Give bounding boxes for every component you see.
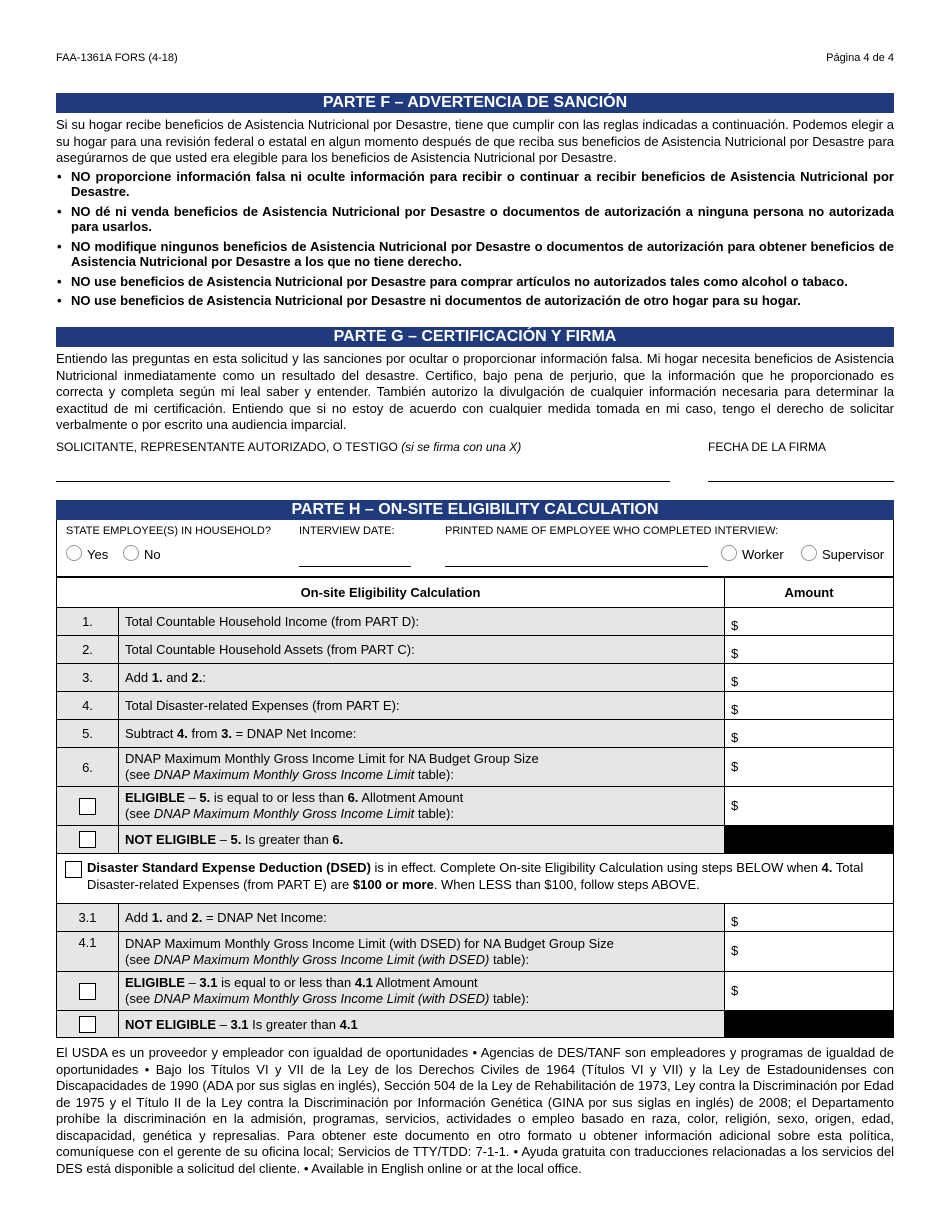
nondiscrimination-footer: El USDA es un proveedor y empleador con igualdad de oportunidades • Agencias de DES/TANF son empleadores y programas de igualdad de oportunidades • Bajo los Títulos VI y VII de la Ley de los Derechos Civiles de 1964 (Títulos VI y VII) y la Ley de Estadounidenses con Discapacidades de 1990 (ADA por sus siglas en inglés), Sección 504 de la Ley de Rehabilitación de 1973, Ley contra la Discriminación por Edad de 1975 y el Título II de la Ley contra la Discriminación por Información Genética (GINA por sus siglas en inglés) de 2008; el Departamento prohíbe la discriminación en la admisión, programas, servicios, actividades o empleo basado en raza, color, religión, sexo, origen, edad, discapacidad, genética y represalias. Para obtener este documento en otro formato u obtener información adicional sobre esta política, comuníquese con el gerente de su oficina local; Servicios de TTY/TDD: 7-1-1. • Ayuda gratuita con traducciones relacionadas a los servicios del DES está disponible a solicitud del cliente. • Available in English online or at the local office. <box>56 1045 894 1176</box>
amount-field[interactable]: $ <box>725 664 894 692</box>
table-row: ELIGIBLE – 5. is equal to or less than 6. Allotment Amount (see DNAP Maximum Monthly Gross Income Limit table): $ <box>57 787 894 826</box>
part-h-section <box>56 500 894 1038</box>
yes-radio[interactable] <box>66 545 82 561</box>
worker-radio[interactable] <box>721 545 737 561</box>
supervisor-option[interactable]: Supervisor <box>801 545 884 562</box>
dsed-notice: Disaster Standard Expense Deduction (DSED) is in effect. Complete On-site Eligibility Calculation using steps BELOW when 4. Total Disaster-related Expenses (from PART E) are $100 or more. When LESS than $100, follow steps ABOVE. <box>56 854 894 903</box>
interview-date-field[interactable] <box>299 566 411 567</box>
worker-option[interactable]: Worker <box>721 545 784 562</box>
table-row: 3. Add 1. and 2.: $ <box>57 664 894 692</box>
list-item: • NO use beneficios de Asistencia Nutricional por Desastre ni documentos de autorización de otro hogar para su hogar. <box>56 293 894 309</box>
dsed-checkbox[interactable] <box>65 861 82 878</box>
part-g-text: Entiendo las preguntas en esta solicitud y las sanciones por ocultar o proporcionar información falsa. Mi hogar necesita beneficios de Asistencia Nutricional inmediatamente como un resultado del desastre. Certifico, bajo pena de perjurio, que la información que he proporcionado es correcta y completa según mi leal saber y entender. También autorizo la divulgación de cualquier información necesaria para determinar la exactitud de mi certificación. Entiendo que si no estoy de acuerdo con cualquier medida tomada en mi caso, tengo el derecho de solicitar verbalmente o por escrito una audiencia imparcial. <box>56 351 894 432</box>
table-row: NOT ELIGIBLE – 5. Is greater than 6. <box>57 826 894 854</box>
amount-field[interactable]: $ <box>725 932 894 972</box>
not-eligible-dsed-checkbox[interactable] <box>79 1016 96 1033</box>
no-radio[interactable] <box>123 545 139 561</box>
table-row: 3.1 Add 1. and 2. = DNAP Net Income: $ <box>57 904 894 932</box>
part-f-bullets <box>56 169 894 309</box>
amount-field[interactable]: $ <box>725 608 894 636</box>
eligibility-table-2 <box>56 903 894 1038</box>
part-g-section <box>56 327 894 488</box>
calc-column-header: On-site Eligibility Calculation <box>57 578 725 608</box>
table-row: 6. DNAP Maximum Monthly Gross Income Limit for NA Budget Group Size (see DNAP Maximum Monthly Gross Income Limit table): $ <box>57 748 894 787</box>
blocked-cell <box>725 826 894 854</box>
table-row: 1. Total Countable Household Income (from PART D): $ <box>57 608 894 636</box>
part-f-intro: Si su hogar recibe beneficios de Asistencia Nutricional por Desastre, tiene que cumplir con las reglas indicadas a continuación. Podemos elegir a su hogar para una revisión federal o estatal en algun momento después de que reciba sus beneficios de Asistencia Nutricional por Desastre para asegúrarnos de que usted era elegible para los beneficios de Asistencia Nutricional por Desastre. <box>56 117 894 165</box>
interview-info-row <box>57 520 893 576</box>
part-h-box <box>56 520 894 577</box>
amount-field[interactable]: $ <box>725 692 894 720</box>
allotment-amount-field[interactable]: $ <box>725 972 894 1011</box>
state-employee-label: STATE EMPLOYEE(S) IN HOUSEHOLD? <box>66 525 271 537</box>
part-g-title: PARTE G – CERTIFICACIÓN Y FIRMA <box>56 327 894 347</box>
table-row: ELIGIBLE – 3.1 is equal to or less than 4.1 Allotment Amount (see DNAP Maximum Monthly Gross Income Limit (with DSED) table): $ <box>57 972 894 1011</box>
amount-field[interactable]: $ <box>725 636 894 664</box>
table-row: 5. Subtract 4. from 3. = DNAP Net Income: $ <box>57 720 894 748</box>
part-f-section <box>56 93 894 313</box>
interview-date-label: INTERVIEW DATE: <box>299 525 395 537</box>
signer-label: SOLICITANTE, REPRESENTANTE AUTORIZADO, O TESTIGO (si se firma con una X) <box>56 439 522 454</box>
blocked-cell <box>725 1011 894 1038</box>
amount-field[interactable]: $ <box>725 748 894 787</box>
table-row: 4.1 DNAP Maximum Monthly Gross Income Limit (with DSED) for NA Budget Group Size (see DNAP Maximum Monthly Gross Income Limit (with DSED) table): $ <box>57 932 894 972</box>
signature-row <box>56 438 894 488</box>
eligible-dsed-checkbox[interactable] <box>79 983 96 1000</box>
amount-column-header: Amount <box>725 578 894 608</box>
table-row: 2. Total Countable Household Assets (from PART C): $ <box>57 636 894 664</box>
part-f-title: PARTE F – ADVERTENCIA DE SANCIÓN <box>56 93 894 113</box>
printed-name-label: PRINTED NAME OF EMPLOYEE WHO COMPLETED INTERVIEW: <box>445 525 779 537</box>
date-label: FECHA DE LA FIRMA <box>708 439 827 454</box>
not-eligible-checkbox[interactable] <box>79 831 96 848</box>
supervisor-radio[interactable] <box>801 545 817 561</box>
table-row: 4. Total Disaster-related Expenses (from PART E): $ <box>57 692 894 720</box>
list-item: • NO dé ni venda beneficios de Asistencia Nutricional por Desastre o documentos de autorización a ninguna persona no autorizada para usarlos. <box>56 204 894 235</box>
allotment-amount-field[interactable]: $ <box>725 787 894 826</box>
list-item: • NO modifique ningunos beneficios de Asistencia Nutricional por Desastre o documentos de autorización para obtener beneficios de Asistencia Nutricional por Desastre a los que no tiene derecho. <box>56 239 894 270</box>
form-id: FAA-1361A FORS (4-18) <box>56 52 178 64</box>
amount-field[interactable]: $ <box>725 904 894 932</box>
eligibility-table-1 <box>56 577 894 854</box>
no-option[interactable]: No <box>123 545 161 562</box>
amount-field[interactable]: $ <box>725 720 894 748</box>
printed-name-field[interactable] <box>445 566 708 567</box>
list-item: • NO use beneficios de Asistencia Nutricional por Desastre para comprar artículos no autorizados tales como alcohol o tabaco. <box>56 274 894 290</box>
eligible-checkbox[interactable] <box>79 798 96 815</box>
signature-field[interactable] <box>56 481 670 482</box>
yes-option[interactable]: Yes <box>66 545 108 562</box>
part-h-title: PARTE H – ON-SITE ELIGIBILITY CALCULATION <box>56 500 894 520</box>
page-number: Página 4 de 4 <box>826 52 894 64</box>
table-row: NOT ELIGIBLE – 3.1 Is greater than 4.1 <box>57 1011 894 1038</box>
page-header <box>56 52 894 64</box>
signature-date-field[interactable] <box>708 481 894 482</box>
list-item: • NO proporcione información falsa ni oculte información para recibir o continuar a recibir beneficios de Asistencia Nutricional por Desastre. <box>56 169 894 200</box>
